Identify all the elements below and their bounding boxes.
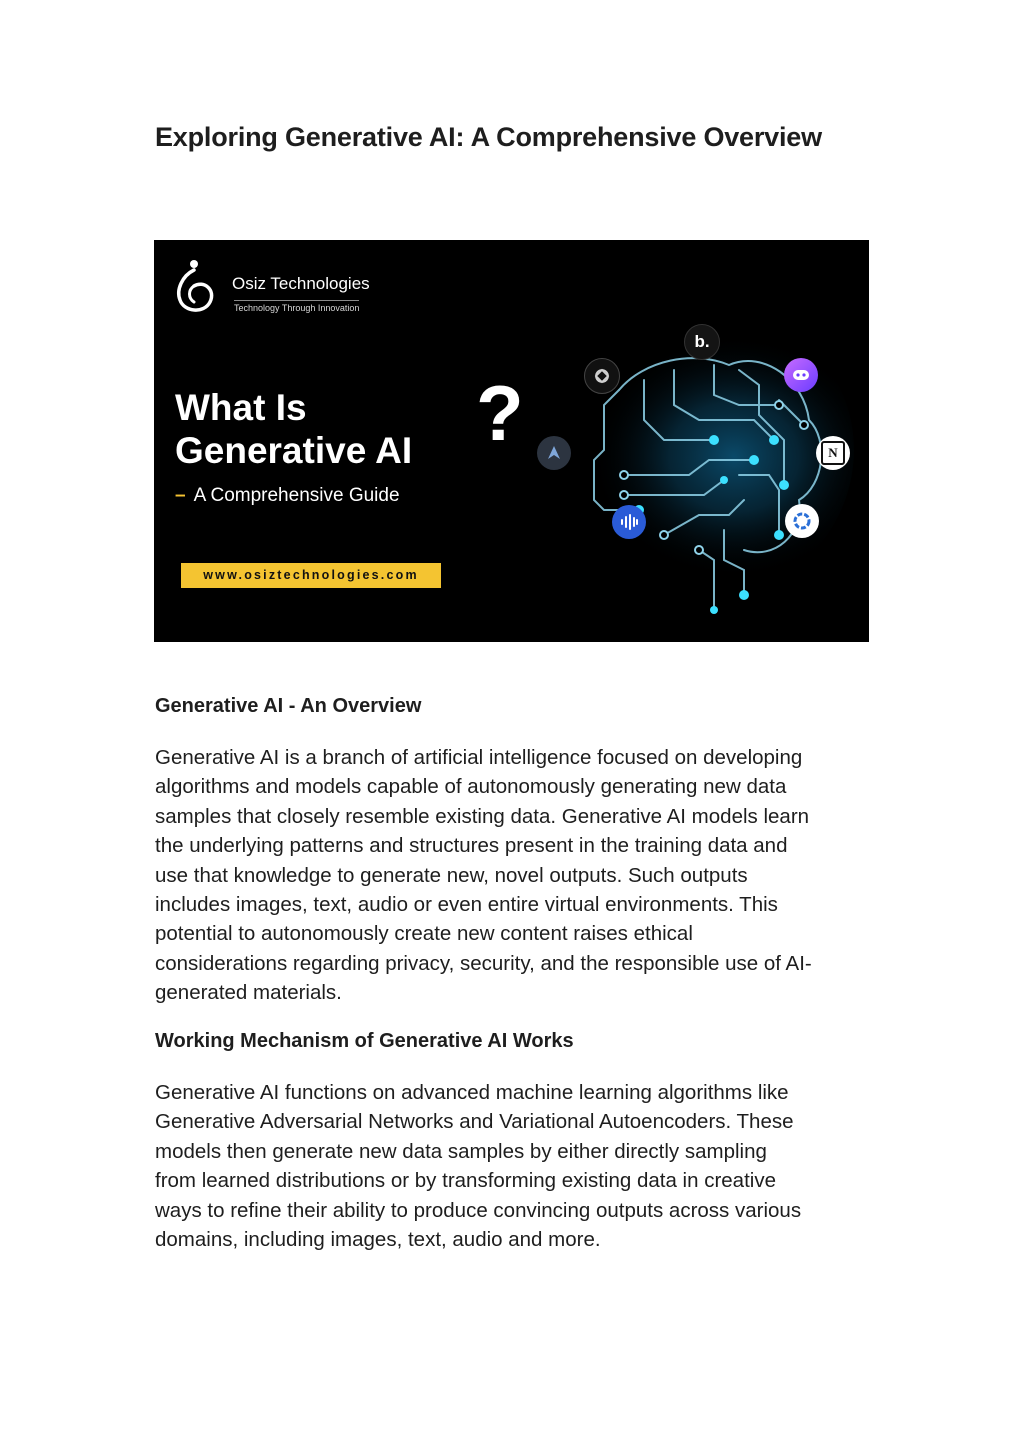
paragraph-line: Generative AI functions on advanced machine learning algorithms like	[155, 1081, 789, 1104]
headline-line-2: Generative AI	[175, 430, 413, 471]
gemini-icon	[785, 504, 819, 538]
paragraph-mechanism	[155, 1078, 870, 1254]
website-url: www.osiztechnologies.com	[181, 563, 441, 588]
openai-icon	[584, 358, 620, 394]
paragraph-line: domains, including images, text, audio and more.	[155, 1228, 601, 1252]
brand-tagline: Technology Through Innovation	[234, 300, 359, 313]
voice-icon	[612, 505, 646, 539]
brand-block	[174, 258, 394, 318]
paragraph-line: models then generate new data samples by either directly sampling	[155, 1139, 767, 1163]
document-title: Exploring Generative AI: A Comprehensive Overview	[155, 122, 822, 152]
bing-icon-letter: b.	[694, 332, 710, 351]
osiz-logo-icon	[174, 256, 218, 318]
paragraph-line: includes images, text, audio or even entire virtual environments. This	[155, 893, 778, 917]
subtitle-dash: –	[175, 485, 186, 506]
paragraph-line: Generative AI is a branch of artificial intelligence focused on developing	[155, 746, 803, 769]
paragraph-line: use that knowledge to generate new, novel outputs. Such outputs	[155, 863, 748, 887]
notion-icon-letter: N	[821, 441, 845, 465]
paragraph-line: potential to autonomously create new content raises ethical	[155, 922, 693, 946]
subtitle-text: A Comprehensive Guide	[193, 485, 400, 506]
banner-image	[154, 240, 869, 642]
paragraph-line: ways to refine their ability to produce convincing outputs across various	[155, 1198, 802, 1222]
bing-icon	[684, 324, 720, 360]
headline-line-1: What Is	[175, 387, 307, 428]
paragraph-overview	[155, 743, 870, 1008]
banner-subtitle	[175, 485, 400, 507]
copilot-icon	[784, 358, 818, 392]
paragraph-line: algorithms and models capable of autonomously generating new data	[155, 775, 787, 799]
section-heading-overview: Generative AI - An Overview	[155, 695, 422, 717]
arrow-icon	[537, 436, 571, 470]
notion-icon	[816, 436, 850, 470]
paragraph-line: considerations regarding privacy, security, and the responsible use of AI-	[155, 951, 812, 975]
banner-headline	[175, 386, 412, 472]
section-heading-mechanism: Working Mechanism of Generative AI Works	[155, 1030, 574, 1052]
paragraph-line: samples that closely resemble existing data. Generative AI models learn	[155, 804, 810, 828]
paragraph-line: from learned distributions or by transforming existing data in creative	[155, 1169, 776, 1193]
brand-name: Osiz Technologies	[232, 274, 370, 293]
paragraph-line: Generative Adversarial Networks and Variational Autoencoders. These	[155, 1110, 794, 1134]
paragraph-line: generated materials.	[155, 981, 342, 1005]
question-mark: ?	[476, 369, 524, 457]
paragraph-line: the underlying patterns and structures present in the training data and	[155, 834, 788, 858]
